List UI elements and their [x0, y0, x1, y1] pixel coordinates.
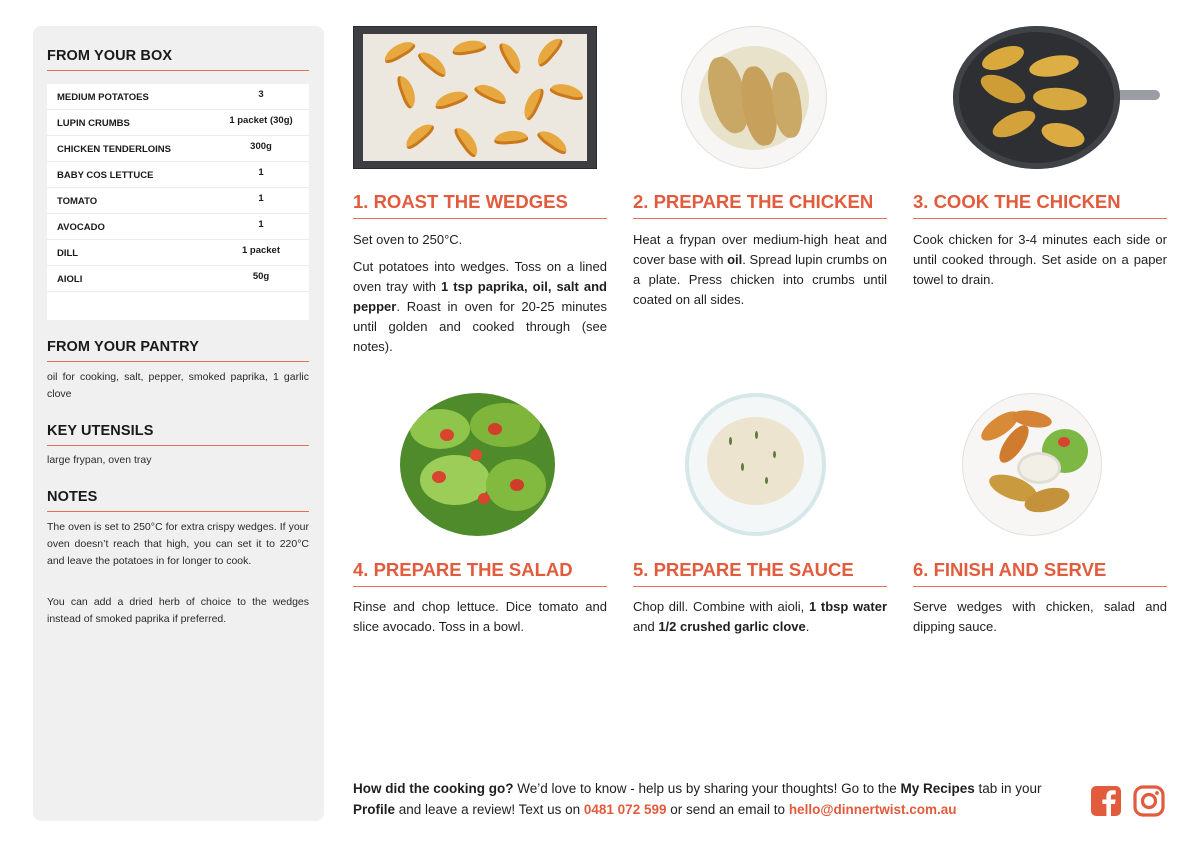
utensils-text: large frypan, oven tray: [47, 454, 152, 466]
key-utensils-heading: KEY UTENSILS: [47, 423, 309, 446]
step-5-title: 5. PREPARE THE SAUCE: [633, 559, 887, 587]
ingredient-row: [47, 84, 309, 110]
ingredient-name: LUPIN CRUMBS: [57, 118, 130, 129]
note-paragraph: You can add a dried herb of choice to the wedges instead of smoked paprika if preferred.: [47, 596, 309, 625]
step-3-title: 3. COOK THE CHICKEN: [913, 191, 1167, 219]
ingredient-row: [47, 240, 309, 266]
ingredient-name: AVOCADO: [57, 222, 105, 233]
step-text-run: Rinse and chop lettuce. Dice tomato and slice avocado. Toss in a bowl.: [353, 599, 607, 634]
ingredient-name: CHICKEN TENDERLOINS: [57, 144, 172, 155]
cook-chicken-photo: [953, 26, 1120, 169]
ingredient-row: [47, 162, 309, 188]
lettuce: [410, 409, 470, 449]
ingredient-qty: 1 packet: [241, 245, 281, 256]
dill-fleck: [765, 477, 768, 484]
step-1-title: 1. ROAST THE WEDGES: [353, 191, 607, 219]
pantry-text: oil for cooking, salt, pepper, smoked paprika, 1 garlic clove: [47, 371, 309, 400]
footer-text: tab in your: [974, 781, 1042, 796]
tomato: [440, 429, 454, 441]
instagram-icon[interactable]: [1133, 785, 1165, 817]
step-2-text: [633, 230, 887, 310]
ingredients-sidebar: [33, 26, 324, 821]
phone-number[interactable]: 0481 072 599: [583, 802, 667, 817]
chicken-piece: [1039, 119, 1087, 152]
ingredient-name: BABY COS LETTUCE: [57, 170, 154, 181]
step-paragraph: [633, 597, 887, 637]
ingredient-qty: 1 packet (30g): [229, 115, 293, 126]
tomato: [478, 493, 490, 504]
step-paragraph: [353, 597, 607, 637]
tomato: [470, 449, 482, 461]
step-1-text: [353, 230, 607, 357]
prepare-sauce-photo: [685, 393, 826, 536]
step-6-text: [913, 597, 1167, 637]
prepare-salad-photo: [400, 393, 555, 536]
footer-text: and leave a review! Text us on: [395, 802, 584, 817]
step-5-text: [633, 597, 887, 637]
note-paragraph: The oven is set to 250°C for extra crispy wedges. If your oven doesn’t reach that high, you can set it to 220°C and leave the potatoes in for longer to cook.: [47, 521, 309, 567]
step-paragraph: [913, 230, 1167, 290]
chicken-piece: [989, 105, 1039, 143]
ingredient-qty: 1: [258, 167, 264, 178]
roast-wedges-photo: [353, 26, 597, 169]
step-paragraph: [913, 597, 1167, 637]
footer-text: or send an email to: [666, 802, 789, 817]
ingredient-name: TOMATO: [57, 196, 98, 207]
feedback-question: How did the cooking go?: [353, 781, 514, 796]
dipping-sauce: [1020, 455, 1058, 481]
tomato: [1058, 437, 1070, 447]
step-text-run: .: [805, 619, 810, 634]
ingredient-name: MEDIUM POTATOES: [57, 92, 149, 103]
step-text-run: Heat a frypan over medium-high heat and cover base with: [633, 232, 887, 267]
step-text-run: and: [633, 619, 659, 634]
prepare-chicken-photo: [681, 26, 827, 169]
step-text-run: Cut potatoes into wedges. Toss on a lined oven tray with: [353, 259, 607, 294]
step-text-run: Chop dill. Combine with aioli,: [633, 599, 809, 614]
step-paragraph: [353, 257, 607, 357]
ingredient-name: AIOLI: [57, 274, 83, 285]
step-paragraph: [633, 230, 887, 310]
from-your-box-heading: FROM YOUR BOX: [47, 48, 309, 71]
ingredient-qty: 300g: [250, 141, 272, 152]
tomato: [510, 479, 524, 491]
dill-fleck: [741, 463, 744, 471]
ingredient-row: [47, 136, 309, 162]
chicken-piece: [1032, 86, 1088, 113]
step-text-run: . Roast in oven for 20-25 minutes until golden and cooked through (see notes).: [353, 299, 607, 354]
ingredient-qty: 1: [258, 219, 264, 230]
ingredient-name: DILL: [57, 248, 79, 259]
my-recipes-label: My Recipes: [900, 781, 975, 796]
step-text-run: Set oven to 250°C.: [353, 232, 463, 247]
email-link[interactable]: hello@dinnertwist.com.au: [788, 802, 957, 817]
chicken-piece: [1028, 52, 1081, 80]
chicken-piece: [977, 69, 1030, 109]
step-2-title: 2. PREPARE THE CHICKEN: [633, 191, 887, 219]
dill-fleck: [729, 437, 732, 445]
ingredient-row: [47, 188, 309, 214]
ingredient-emphasis: 1 tsp paprika, oil, salt and pepper: [353, 279, 607, 314]
ingredient-emphasis: 1/2 crushed garlic clove: [658, 619, 806, 634]
ingredient-emphasis: oil: [727, 252, 743, 267]
lettuce: [470, 403, 540, 447]
tomato: [432, 471, 446, 483]
step-3-text: [913, 230, 1167, 290]
from-your-pantry-heading: FROM YOUR PANTRY: [47, 339, 309, 362]
step-paragraph: [353, 230, 607, 250]
ingredient-qty: 1: [258, 193, 264, 204]
ingredient-qty: 50g: [252, 271, 270, 282]
ingredient-row: [47, 214, 309, 240]
ingredient-row: [47, 266, 309, 292]
notes-heading: NOTES: [47, 489, 309, 512]
step-text-run: Cook chicken for 3-4 minutes each side or until cooked through. Set aside on a paper towel to drain.: [913, 232, 1167, 287]
step-4-title: 4. PREPARE THE SALAD: [353, 559, 607, 587]
footer-text: We’d love to know - help us by sharing your thoughts! Go to the: [513, 781, 901, 796]
step-text-run: . Spread lupin crumbs on a plate. Press chicken into crumbs until coated on all sides.: [633, 252, 887, 307]
step-6-title: 6. FINISH AND SERVE: [913, 559, 1167, 587]
ingredient-row: [47, 110, 309, 136]
feedback-footer: [353, 778, 1073, 820]
ingredient-qty: 3: [258, 89, 264, 100]
step-text-run: Serve wedges with chicken, salad and dipping sauce.: [913, 599, 1167, 634]
step-4-text: [353, 597, 607, 637]
dill-fleck: [773, 451, 776, 458]
dill-fleck: [755, 431, 758, 439]
tomato: [488, 423, 502, 435]
profile-label: Profile: [353, 802, 396, 817]
facebook-icon[interactable]: [1090, 785, 1122, 817]
chicken-piece: [979, 41, 1027, 75]
finish-and-serve-photo: [962, 393, 1102, 536]
ingredients-table: [47, 84, 309, 320]
ingredient-emphasis: 1 tbsp water: [808, 599, 887, 614]
